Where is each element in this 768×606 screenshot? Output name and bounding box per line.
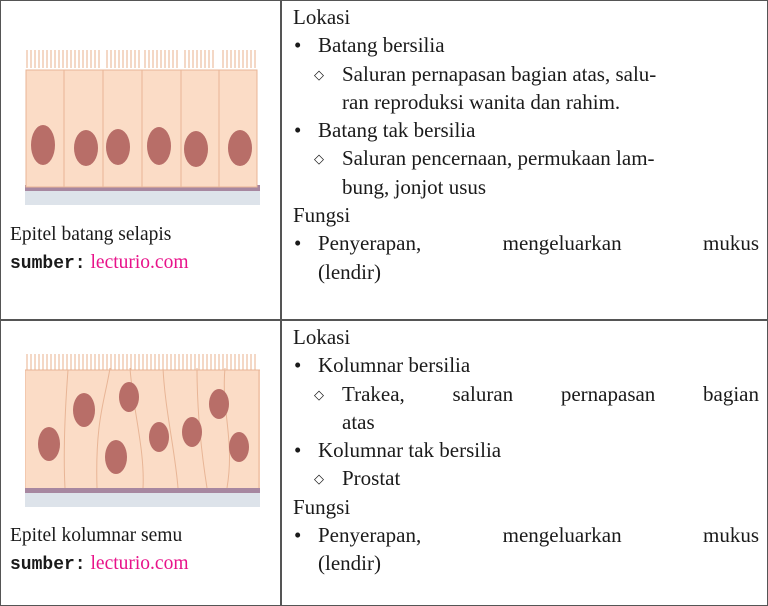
sub-list-item: ◇ Saluran pernapasan bagian atas, salu- <box>293 60 759 88</box>
source-label: sumber: <box>10 254 86 274</box>
sub-list-item: ◇ Saluran pencernaan, permukaan lam- <box>293 144 759 172</box>
row1-description <box>293 3 759 286</box>
fungsi-item <box>293 521 759 549</box>
sub-list-item: ◇ Prostat <box>293 464 759 492</box>
source-link[interactable]: lecturio.com <box>90 252 189 273</box>
fungsi-heading: Fungsi <box>293 494 351 519</box>
fungsi-heading: Fungsi <box>293 203 351 228</box>
fungsi-item-cont: (lendir) <box>318 259 381 284</box>
sub-list-item-cont: ran reproduksi wanita dan rahim. <box>342 89 621 114</box>
word: mengeluarkan <box>502 231 622 256</box>
list-item: • Batang bersilia <box>293 31 759 59</box>
word: mukus <box>702 231 759 256</box>
image-caption: Epitel kolumnar semu <box>10 525 183 546</box>
image-caption: Epitel batang selapis <box>10 224 172 245</box>
row2-description <box>293 323 759 578</box>
list-item: • Batang tak bersilia <box>293 116 759 144</box>
word: • Penyerapan, <box>318 231 422 256</box>
sub-list-item <box>293 380 759 408</box>
pseudostratified-columnar-epithelium-image <box>25 350 260 508</box>
source-line <box>10 249 189 278</box>
list-item: • Kolumnar bersilia <box>293 351 759 379</box>
lokasi-heading: Lokasi <box>293 325 351 349</box>
word: • Penyerapan, <box>318 523 422 548</box>
list-item: • Kolumnar tak bersilia <box>293 436 759 464</box>
source-label: sumber: <box>10 555 86 575</box>
fungsi-item <box>293 229 759 257</box>
word: mengeluarkan <box>502 523 622 548</box>
fungsi-item-cont: (lendir) <box>318 551 381 576</box>
sub-list-item-cont: atas <box>342 409 375 434</box>
sub-list-item-cont: bung, jonjot usus <box>342 174 487 199</box>
lokasi-heading: Lokasi <box>293 5 351 29</box>
word: pernapasan <box>560 381 656 406</box>
row-divider <box>0 319 768 321</box>
word: mukus <box>702 523 759 548</box>
source-line <box>10 550 189 579</box>
source-link[interactable]: lecturio.com <box>90 553 189 574</box>
word: bagian <box>703 381 759 406</box>
word: saluran <box>452 381 514 406</box>
word: ◇ Trakea, <box>342 381 405 406</box>
column-divider <box>280 0 282 606</box>
simple-columnar-epithelium-image <box>25 40 260 205</box>
